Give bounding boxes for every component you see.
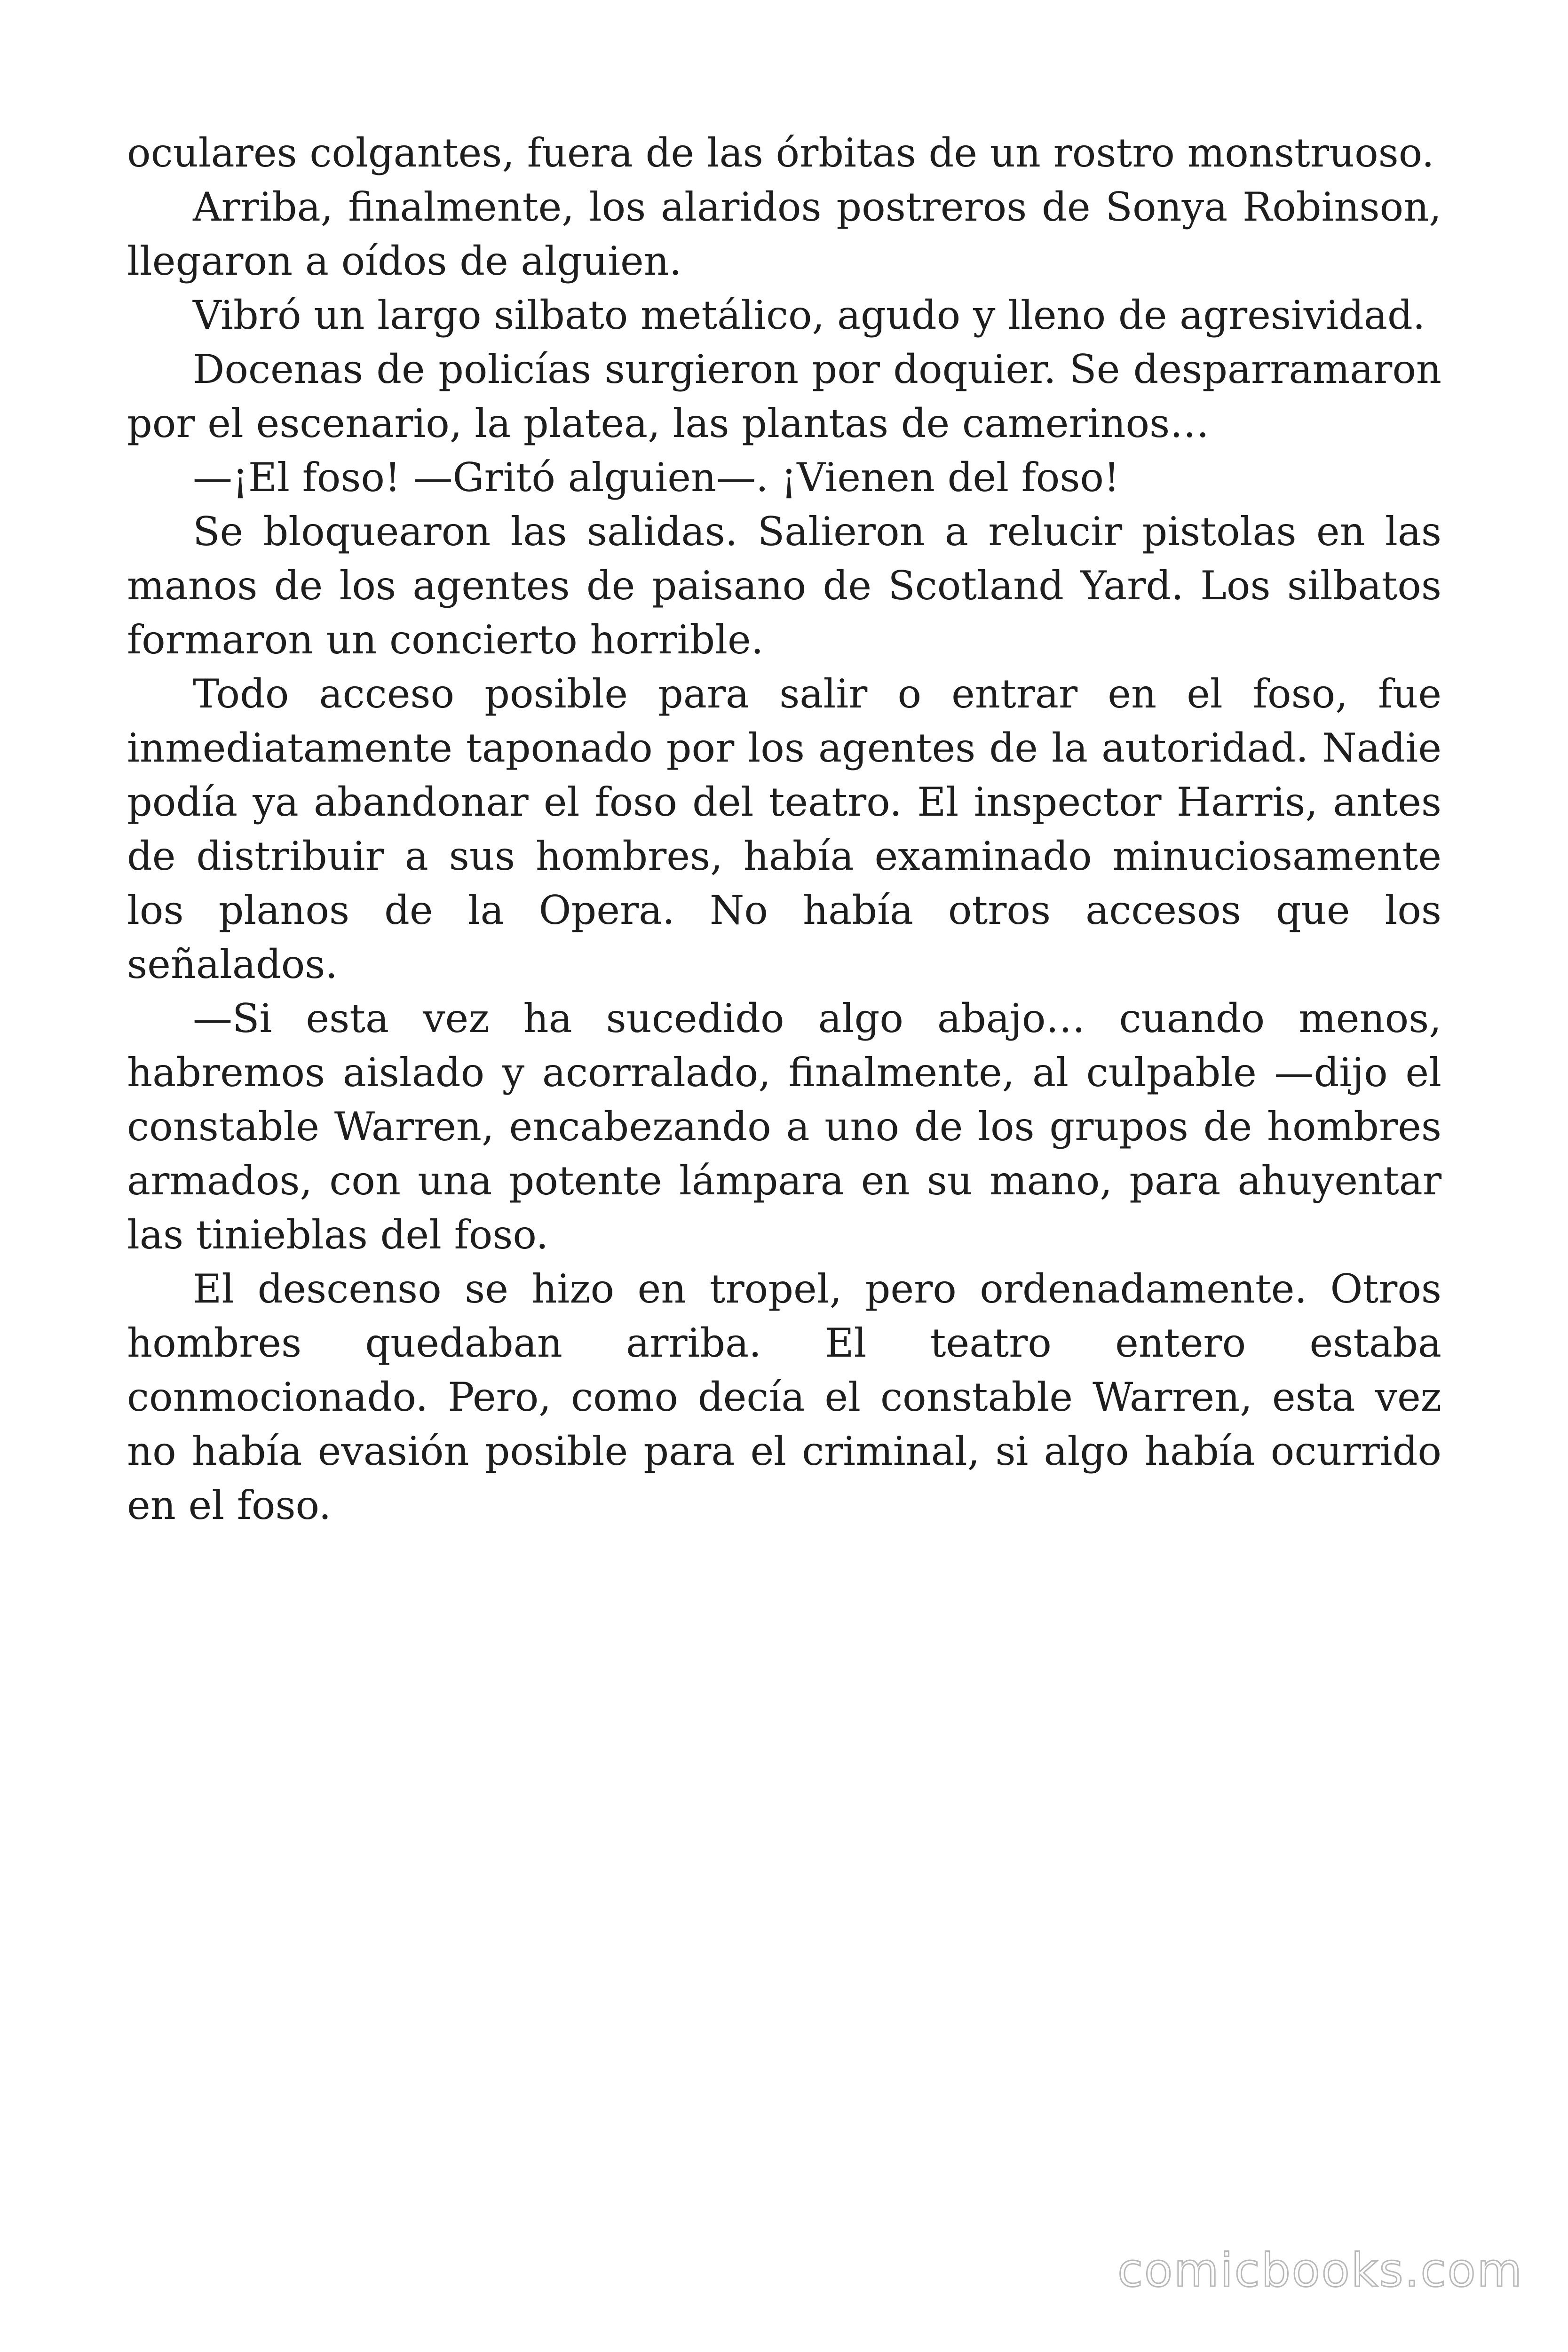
paragraph: Vibró un largo silbato metálico, agudo y lleno de agresividad. <box>193 292 1425 338</box>
watermark: comicbooks.com <box>1117 2244 1523 2297</box>
paragraph-dialogue: —¡El foso! —Gritó alguien—. ¡Vienen del foso! <box>193 454 1120 501</box>
paragraph: Arriba, finalmente, los alaridos postreros de Sonya Robinson, llegaron a oídos de alguien. <box>127 184 1441 284</box>
paragraph-dialogue: —Si esta vez ha sucedido algo abajo… cuando menos, habremos aislado y acorralado, finalmente, al culpable —dijo el constable Warren, encabezando a uno de los grupos de hombres armados, con una potente lámpara en su mano, para ahuyentar las tinieblas del foso. <box>127 995 1441 1258</box>
paragraph: El descenso se hizo en tropel, pero ordenadamente. Otros hombres quedaban arriba. El teatro entero estaba conmocionado. Pero, como decía el constable Warren, esta vez no había evasión posible para el criminal, si algo había ocurrido en el foso. <box>127 1266 1441 1528</box>
body-text <box>127 126 1441 1533</box>
paragraph: Todo acceso posible para salir o entrar en el foso, fue inmediatamente taponado por los agentes de la autoridad. Nadie podía ya abandonar el foso del teatro. El inspector Harris, antes de distribuir a sus hombres, había examinado minuciosamente los planos de la Opera. No había otros accesos que los señalados. <box>127 671 1441 987</box>
paragraph-continuation: oculares colgantes, fuera de las órbitas de un rostro monstruoso. <box>127 130 1434 176</box>
paragraph: Docenas de policías surgieron por doquier. Se desparramaron por el escenario, la platea, las plantas de camerinos… <box>127 346 1441 446</box>
paragraph: Se bloquearon las salidas. Salieron a relucir pistolas en las manos de los agentes de paisano de Scotland Yard. Los silbatos formaron un concierto horrible. <box>127 509 1441 663</box>
